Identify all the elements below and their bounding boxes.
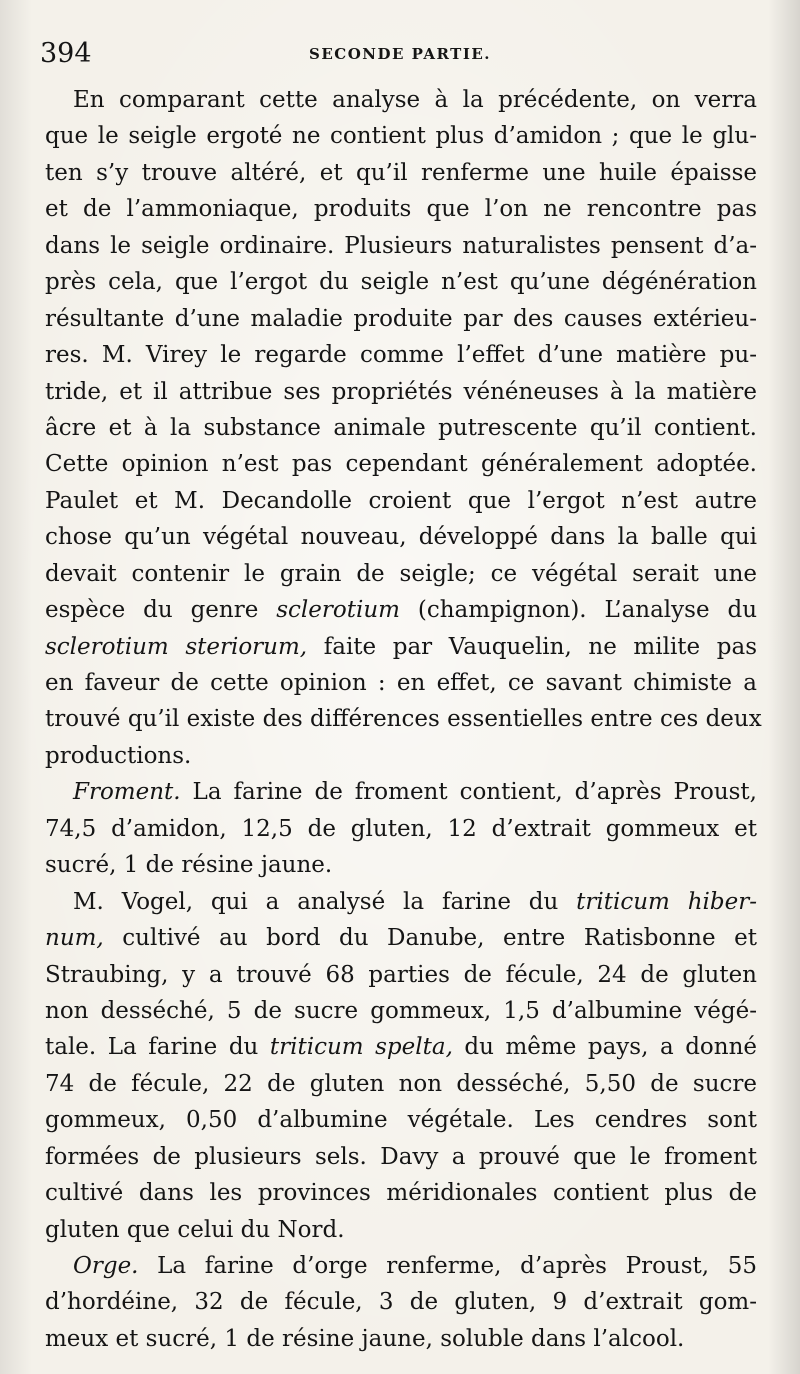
text-line: et de l’ammoniaque, produits que l’on ne rencontre pas (45, 196, 757, 223)
text-line: résultante d’une maladie produite par des causes extérieu- (45, 305, 757, 332)
text-line: cultivé dans les provinces méridionales contient plus de (45, 1180, 757, 1207)
running-head (40, 38, 760, 70)
text-line: Orge. La farine d’orge renferme, d’après Proust, 55 (73, 1253, 757, 1279)
text-line: devait contenir le grain de seigle; ce végétal serait une (45, 560, 757, 587)
text-line: ten s’y trouve altéré, et qu’il renferme une huile épaisse (45, 159, 757, 186)
text-line: gluten que celui du Nord. (45, 1216, 345, 1243)
text-line: dans le seigle ordinaire. Plusieurs naturalistes pensent d’a- (45, 232, 757, 259)
text-line: En comparant cette analyse à la précédente, on verra (73, 87, 757, 113)
text-line: productions. (45, 742, 192, 769)
page-number: 394 (40, 38, 92, 69)
text-line: formées de plusieurs sels. Davy a prouvé que le froment (45, 1143, 757, 1170)
running-title: SECONDE PARTIE. (308, 45, 491, 63)
text-line: 74,5 d’amidon, 12,5 de gluten, 12 d’extrait gommeux et (45, 815, 757, 842)
text-line: sucré, 1 de résine jaune. (45, 852, 333, 879)
text-line: sclerotium steriorum, faite par Vauquelin, ne milite pas (45, 633, 757, 660)
text-line: meux et sucré, 1 de résine jaune, soluble dans l’alcool. (45, 1325, 685, 1352)
text-line: 74 de fécule, 22 de gluten non desséché, 5,50 de sucre (45, 1070, 757, 1097)
text-line: d’hordéine, 32 de fécule, 3 de gluten, 9 d’extrait gom- (45, 1289, 757, 1316)
text-line: res. M. Virey le regarde comme l’effet d’une matière pu- (45, 342, 757, 369)
text-line: chose qu’un végétal nouveau, développé dans la balle qui (45, 524, 757, 551)
text-line: non desséché, 5 de sucre gommeux, 1,5 d’albumine végé- (45, 997, 757, 1024)
text-line: Paulet et M. Decandolle croient que l’ergot n’est autre (45, 487, 757, 514)
text-line: tale. La farine du triticum spelta, du même pays, a donné (45, 1034, 757, 1061)
text-line: trouvé qu’il existe des différences essentielles entre ces deux (45, 706, 762, 733)
text-line: tride, et il attribue ses propriétés vénéneuses à la matière (45, 378, 757, 405)
text-line: en faveur de cette opinion : en effet, ce savant chimiste a (45, 670, 757, 696)
body-text (45, 82, 762, 1357)
text-line: Cette opinion n’est pas cependant généralement adoptée. (45, 451, 757, 478)
text-line: gommeux, 0,50 d’albumine végétale. Les cendres sont (45, 1107, 757, 1134)
text-line: espèce du genre sclerotium (champignon). L’analyse du (45, 597, 758, 624)
text-line: Straubing, y a trouvé 68 parties de fécule, 24 de gluten (45, 961, 757, 988)
text-line: M. Vogel, qui a analysé la farine du triticum hiber- (73, 888, 757, 915)
text-line: près cela, que l’ergot du seigle n’est qu’une dégénération (45, 269, 757, 296)
text-line: num, cultivé au bord du Danube, entre Ratisbonne et (45, 925, 757, 952)
text-line: âcre et à la substance animale putrescente qu’il contient. (45, 414, 757, 441)
text-line: que le seigle ergoté ne contient plus d’amidon ; que le glu- (45, 123, 757, 150)
text-line: Froment. La farine de froment contient, d’après Proust, (73, 779, 757, 806)
